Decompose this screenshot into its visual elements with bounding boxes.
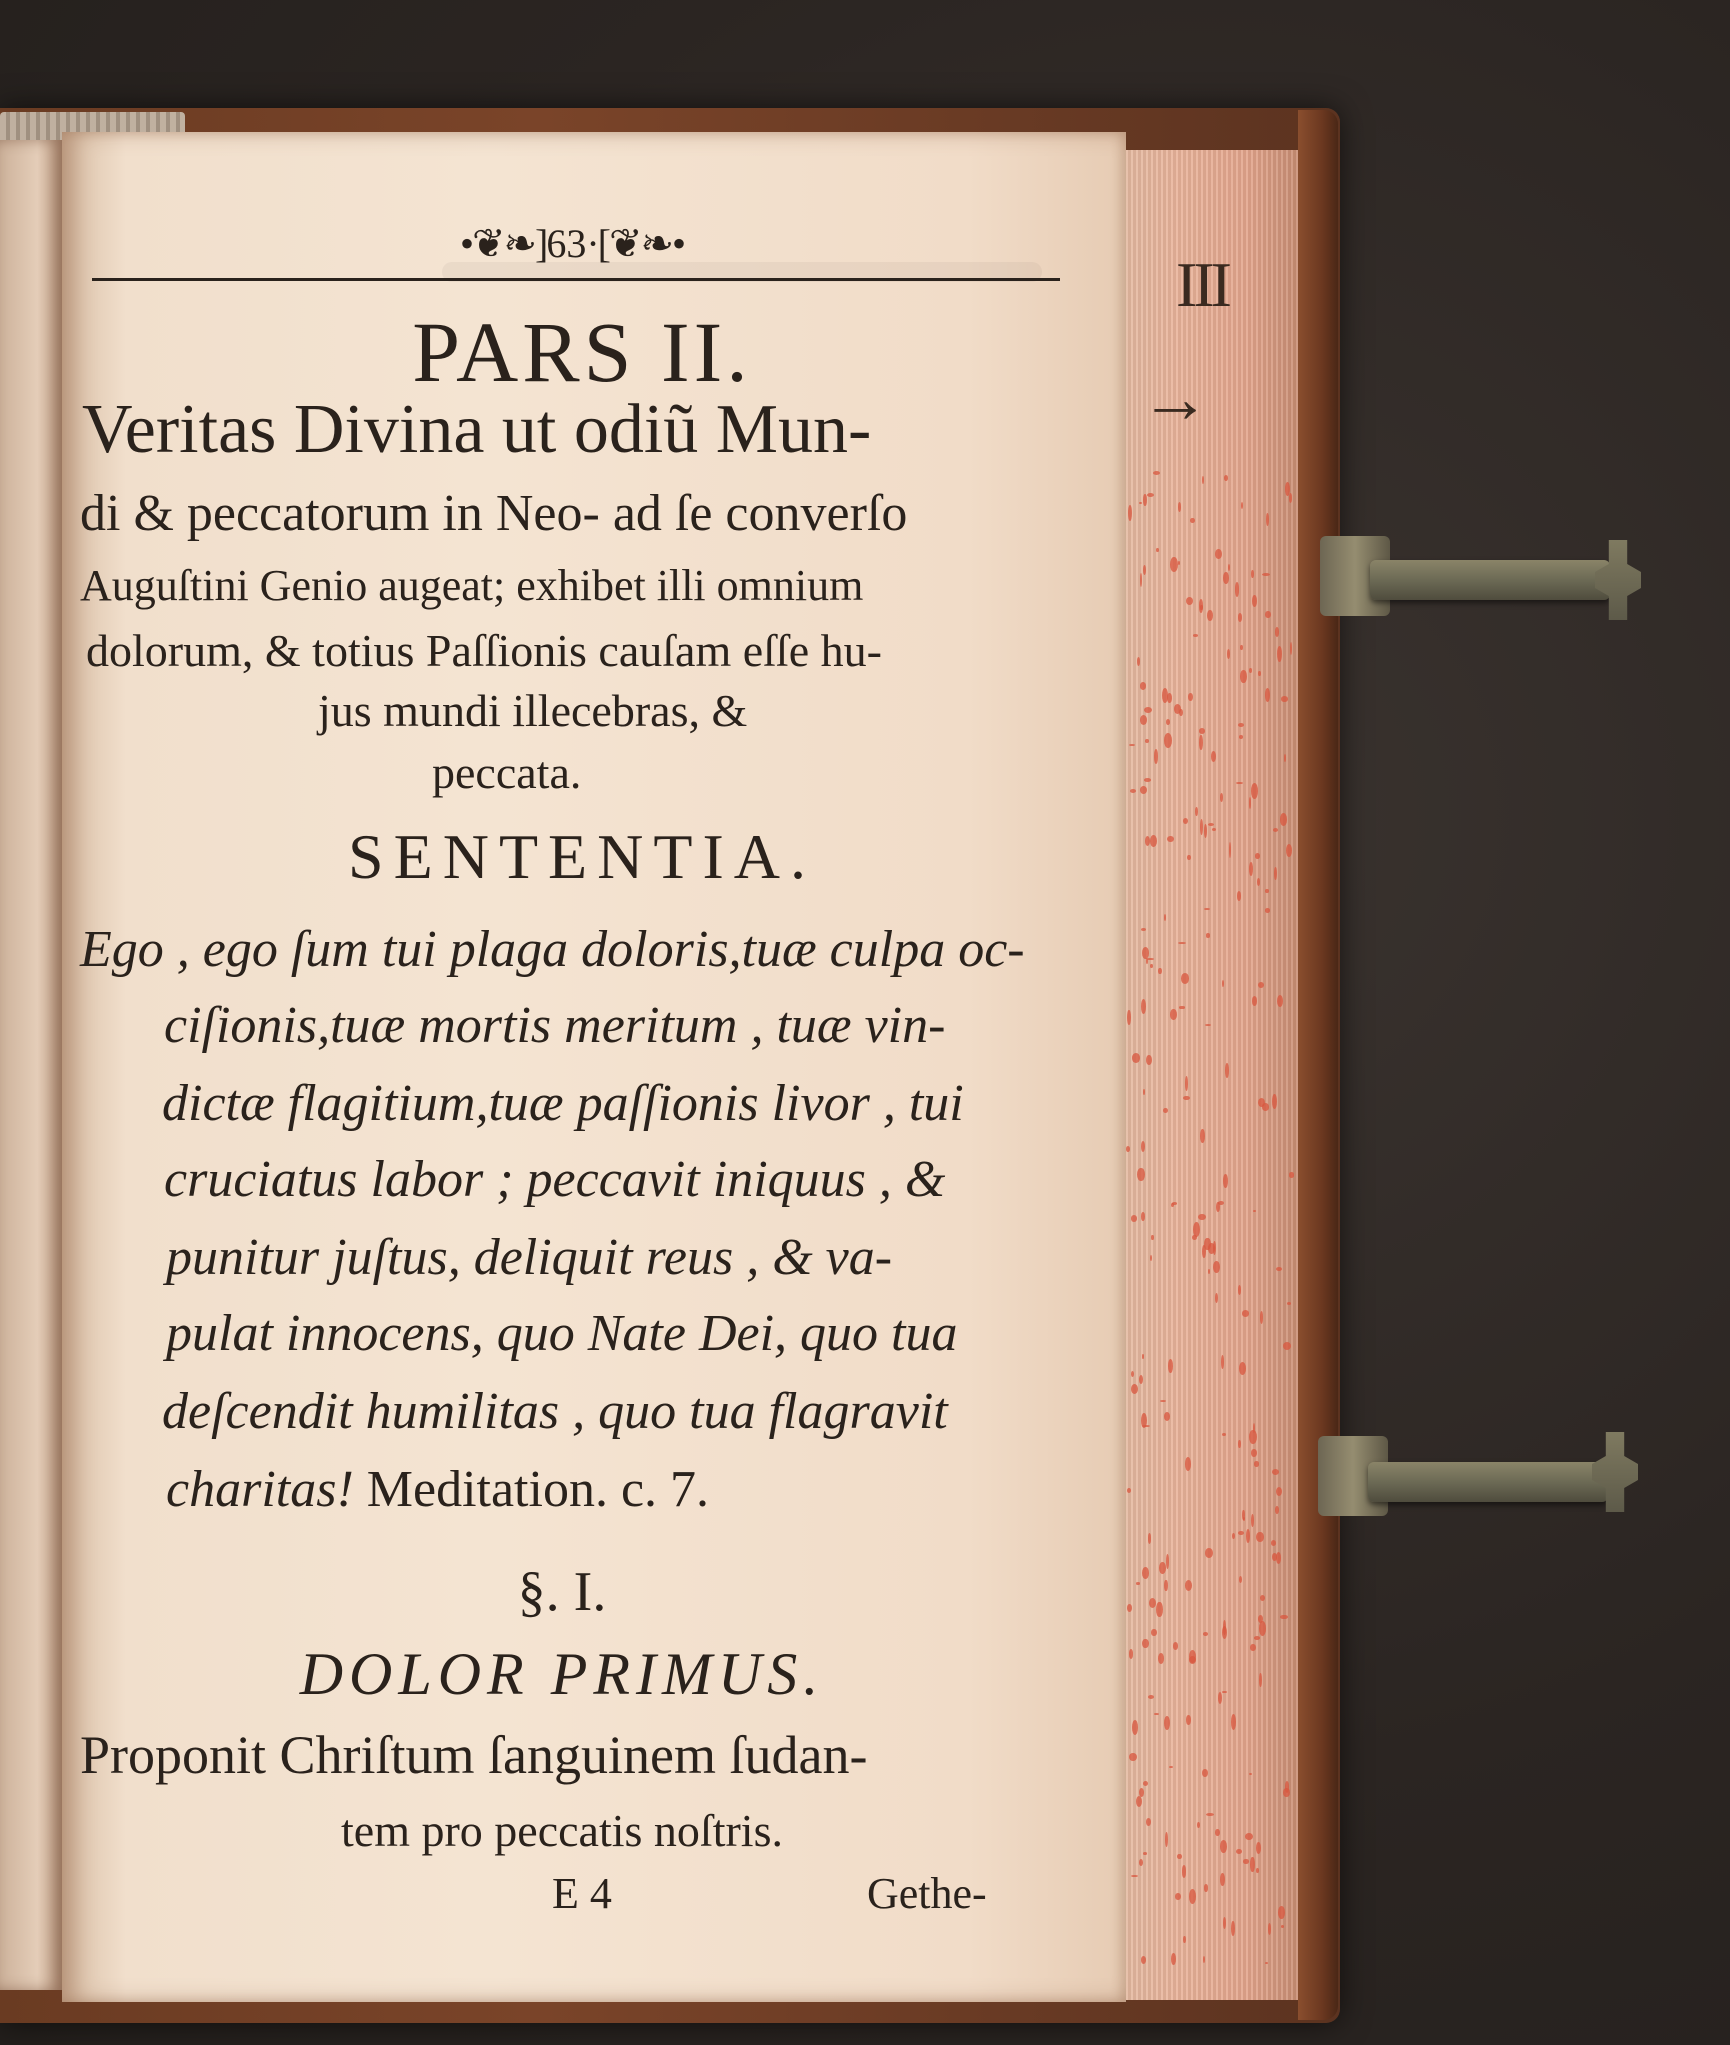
- fore-edge-speckle: [1206, 933, 1211, 937]
- fore-edge-speckle: [1224, 475, 1228, 481]
- fore-edge-speckle: [1167, 836, 1174, 843]
- sententia-line-8: [166, 1460, 709, 1519]
- fore-edge-speckle: [1186, 597, 1193, 606]
- fore-edge-speckle: [1193, 1222, 1200, 1237]
- fore-edge-speckle: [1249, 797, 1252, 809]
- fore-edge-speckle: [1251, 1449, 1257, 1457]
- head-rule: [92, 278, 1060, 281]
- fore-edge-speckle: [1220, 793, 1223, 802]
- fore-edge-speckle: [1142, 1639, 1148, 1649]
- fore-edge-speckle: [1141, 928, 1147, 931]
- heading-line-4: dolorum, & totius Paſſionis cauſam eſſe hu-: [86, 625, 882, 676]
- fore-edge-speckle: [1208, 1269, 1210, 1275]
- fore-edge-speckle: [1131, 1371, 1134, 1377]
- fore-edge-speckle: [1149, 1598, 1156, 1609]
- fore-edge-speckle: [1276, 1267, 1282, 1271]
- fore-edge-speckle: [1256, 1868, 1259, 1873]
- heading-line-1: Veritas Divina ut odiũ Mun-: [82, 391, 872, 468]
- margin-arrow-icon: →: [1140, 361, 1210, 438]
- fore-edge-speckle: [1265, 688, 1270, 702]
- fore-edge-speckle: [1207, 610, 1213, 621]
- fore-edge-speckle: [1253, 1210, 1257, 1213]
- fore-edge-speckle: [1141, 1141, 1145, 1152]
- fore-edge-speckle: [1238, 613, 1243, 622]
- fore-edge-speckle: [1208, 823, 1214, 826]
- fore-edge-speckle: [1142, 1567, 1149, 1579]
- fore-edge-speckle: [1243, 1859, 1248, 1864]
- fore-edge-speckle: [1141, 1956, 1147, 1964]
- fore-edge-speckle: [1181, 973, 1189, 984]
- sententia-line-2: ciſionis,tuæ mortis meritum , tuæ vin-: [164, 997, 946, 1054]
- fore-edge-speckle: [1168, 1359, 1173, 1373]
- fore-edge-speckle: [1140, 715, 1147, 725]
- fore-edge-speckle: [1204, 1884, 1209, 1892]
- fore-edge-speckle: [1212, 828, 1216, 831]
- book-page: [62, 132, 1126, 2002]
- fore-edge-speckle: [1143, 1852, 1148, 1855]
- fore-edge-speckle: [1147, 958, 1153, 960]
- fore-edge-speckle: [1183, 1096, 1190, 1100]
- fore-edge-speckle: [1228, 564, 1230, 570]
- fore-edge-speckle: [1265, 889, 1269, 894]
- fore-edge-speckle: [1179, 1006, 1184, 1008]
- fore-edge-speckle: [1258, 671, 1261, 676]
- clasp-bar-bottom: [1368, 1462, 1608, 1502]
- fore-edge-speckle: [1283, 1342, 1291, 1350]
- sententia-line-1: Ego , ego ſum tui plaga doloris,tuæ culpa oc-: [80, 921, 1025, 978]
- fore-edge-speckle: [1189, 1889, 1196, 1904]
- fore-edge-speckle: [1277, 646, 1282, 662]
- fore-edge-speckle: [1289, 1172, 1295, 1177]
- fore-edge-speckle: [1222, 1691, 1227, 1693]
- fore-edge-speckle: [1171, 1953, 1176, 1965]
- fore-edge-speckle: [1260, 1595, 1265, 1601]
- fore-edge-speckle: [1142, 1354, 1144, 1358]
- fore-edge-speckle: [1249, 862, 1253, 876]
- fore-edge-speckle: [1169, 1766, 1173, 1768]
- fore-edge-speckle: [1159, 1562, 1166, 1574]
- fore-edge-speckle: [1198, 1214, 1206, 1221]
- fore-edge-speckle: [1164, 1412, 1170, 1421]
- fore-edge-speckle: [1250, 1857, 1254, 1872]
- fore-edge-speckle: [1251, 1514, 1254, 1527]
- fore-edge-speckle: [1141, 999, 1146, 1014]
- fore-edge-speckle: [1272, 1094, 1277, 1110]
- fore-edge-speckle: [1265, 611, 1271, 619]
- fore-edge-speckle: [1154, 1713, 1159, 1715]
- fore-edge-speckle: [1205, 1548, 1213, 1559]
- sententia-title: SENTENTIA.: [348, 821, 816, 892]
- fore-edge-speckle: [1188, 693, 1193, 701]
- sententia-line-7: deſcendit humilitas , quo tua flagravit: [162, 1383, 948, 1440]
- fore-edge-speckle: [1276, 1552, 1281, 1565]
- page-number: 63: [546, 221, 587, 266]
- fore-edge-speckle: [1200, 819, 1203, 835]
- fore-edge-speckle: [1147, 493, 1155, 497]
- fore-edge-speckle: [1128, 505, 1132, 521]
- fore-edge-speckle: [1280, 813, 1288, 826]
- fore-edge-speckle: [1256, 1842, 1261, 1854]
- fore-edge-speckle: [1215, 549, 1222, 560]
- fore-edge-speckle: [1143, 494, 1146, 507]
- fore-edge-speckle: [1255, 853, 1260, 859]
- fore-edge-speckle: [1137, 657, 1140, 666]
- fore-edge-speckle: [1141, 1413, 1147, 1428]
- fore-edge-speckle: [1242, 1310, 1250, 1317]
- fore-edge-speckle: [1139, 1375, 1143, 1384]
- fore-edge-speckle: [1237, 891, 1242, 901]
- fore-edge-speckle: [1231, 1714, 1236, 1730]
- fore-edge-speckle: [1166, 719, 1170, 725]
- fore-edge-speckle: [1211, 751, 1216, 762]
- fore-edge-speckle: [1249, 1773, 1252, 1775]
- fore-edge-speckle: [1278, 1906, 1285, 1918]
- part-title: PARS II.: [412, 304, 752, 400]
- fore-edge-speckle: [1206, 1813, 1214, 1816]
- heading-line-2: di & peccatorum in Neo- ad ſe converſo: [80, 485, 908, 542]
- fore-edge-speckle: [1277, 995, 1283, 1007]
- fore-edge-speckle: [1203, 1956, 1205, 1963]
- fore-edge-speckle: [1242, 1510, 1244, 1520]
- fore-edge-speckle: [1200, 1129, 1205, 1143]
- fore-edge-speckle: [1262, 1103, 1270, 1111]
- fore-edge-speckle: [1127, 1604, 1132, 1612]
- fore-edge-speckle: [1258, 982, 1264, 988]
- clasp-tip-top: [1595, 540, 1641, 620]
- fore-edge-speckle: [1227, 649, 1230, 659]
- fore-edge-speckle: [1141, 1212, 1145, 1221]
- fore-edge-speckle: [1251, 570, 1254, 578]
- fore-edge-speckle: [1251, 783, 1258, 799]
- fore-edge-speckle: [1215, 1829, 1220, 1836]
- fore-edge-speckle: [1273, 828, 1278, 832]
- fore-edge-speckle: [1165, 1832, 1168, 1847]
- fore-edge-speckle: [1287, 1302, 1292, 1305]
- fore-edge-speckle: [1199, 599, 1204, 613]
- fore-edge-speckle: [1246, 1529, 1250, 1543]
- running-head: [362, 220, 782, 267]
- fore-edge-speckle: [1136, 1796, 1142, 1807]
- signature-mark: E 4: [552, 1869, 612, 1918]
- fore-edge-speckle: [1223, 1917, 1226, 1929]
- fore-edge-speckle: [1208, 1243, 1215, 1254]
- fore-edge-speckle: [1232, 1533, 1235, 1539]
- fore-edge-speckle: [1274, 867, 1277, 880]
- fore-edge-speckle: [1129, 1753, 1137, 1761]
- fore-edge-speckle: [1132, 1053, 1140, 1062]
- fore-edge-speckle: [1137, 1168, 1144, 1181]
- fore-edge-speckle: [1275, 627, 1280, 637]
- fore-edge-speckle: [1199, 735, 1203, 750]
- fore-edge-speckle: [1222, 1433, 1227, 1437]
- fore-edge-speckle: [1151, 1235, 1153, 1240]
- fore-edge-speckle: [1148, 1533, 1152, 1543]
- fore-edge-speckle: [1259, 1673, 1262, 1687]
- fore-edge-speckle: [1229, 842, 1231, 858]
- fore-edge-speckle: [1143, 1781, 1148, 1786]
- fore-edge-speckle: [1144, 707, 1152, 713]
- fore-edge-speckle: [1140, 682, 1146, 689]
- fore-edge-speckle: [1164, 914, 1166, 921]
- fore-edge-speckle: [1193, 634, 1199, 637]
- fore-edge-speckle: [1151, 1629, 1156, 1636]
- fore-edge-speckle: [1158, 968, 1161, 975]
- fore-edge-speckle: [1178, 942, 1186, 944]
- fore-edge-speckle: [1205, 1024, 1211, 1026]
- fore-edge-speckle: [1250, 1644, 1256, 1651]
- fore-edge-speckle: [1183, 818, 1188, 824]
- fore-edge-speckle: [1238, 1531, 1244, 1535]
- fore-edge-speckle: [1185, 1457, 1191, 1471]
- heading-line-6: peccata.: [432, 747, 582, 798]
- fore-edge-speckle: [1276, 1487, 1282, 1496]
- sententia-last-word: charitas!: [166, 1461, 354, 1518]
- fore-edge-speckle: [1170, 557, 1178, 573]
- fore-edge-speckle: [1259, 1621, 1266, 1635]
- fore-edge-speckle: [1254, 1461, 1260, 1466]
- fore-edge-speckle: [1126, 1146, 1130, 1152]
- fore-edge-speckle: [1260, 1311, 1264, 1324]
- fore-edge-speckle: [1241, 502, 1243, 509]
- fore-edge-speckle: [1290, 642, 1292, 655]
- fore-edge-speckle: [1268, 1923, 1272, 1936]
- heading-line-3: Auguſtini Genio augeat; exhibet illi omnium: [80, 561, 864, 610]
- fore-edge-speckle: [1245, 1833, 1253, 1840]
- fore-edge-speckle: [1240, 670, 1247, 682]
- facing-page-edge: [0, 140, 62, 1990]
- fore-edge-speckle: [1262, 573, 1270, 576]
- citation: Meditation. c. 7.: [366, 1461, 710, 1518]
- fore-edge-speckle: [1131, 1384, 1138, 1394]
- fore-edge-speckle: [1131, 1875, 1138, 1877]
- fore-edge-speckle: [1252, 595, 1257, 607]
- heading-line-5: jus mundi illecebras, &: [318, 685, 748, 736]
- fore-edge-speckle: [1163, 1108, 1168, 1113]
- fore-edge-speckle: [1249, 668, 1253, 673]
- clasp-bar-top: [1370, 560, 1610, 600]
- fore-edge-speckle: [1170, 1009, 1176, 1020]
- fore-edge-speckle: [1225, 1063, 1229, 1078]
- fore-edge-speckle: [1254, 1636, 1260, 1640]
- fore-edge-speckle: [1150, 835, 1157, 848]
- fleuron-left: •❦❧]: [459, 221, 547, 266]
- fore-edge-speckle: [1166, 1554, 1169, 1569]
- fore-edge-speckle: [1221, 1355, 1224, 1368]
- fore-edge-speckle: [1239, 1576, 1242, 1584]
- section-mark: §. I.: [517, 1561, 607, 1623]
- fore-edge-speckle: [1186, 1715, 1190, 1725]
- fore-edge-speckle: [1202, 476, 1204, 485]
- fore-edge-speckle: [1265, 1962, 1268, 1964]
- sententia-line-4: cruciatus labor ; peccavit iniquus , &: [164, 1151, 946, 1208]
- fore-edge-speckle: [1252, 996, 1257, 1005]
- fore-edge-speckle: [1213, 1261, 1220, 1273]
- fore-edge-speckle: [1148, 1695, 1154, 1699]
- sententia-line-5: punitur juſtus, deliquit reus , & va-: [166, 1229, 893, 1286]
- fore-edge-speckle: [1265, 908, 1270, 913]
- fore-edge-speckle: [1150, 964, 1152, 968]
- fore-edge-speckle: [1167, 693, 1172, 703]
- fore-edge-speckle: [1183, 1936, 1185, 1943]
- fore-edge-speckle: [1130, 789, 1136, 793]
- fore-edge-speckle: [1275, 1506, 1279, 1513]
- fore-edge-speckle: [1240, 645, 1243, 651]
- fore-edge-speckle: [1178, 561, 1181, 566]
- fore-edge-speckle: [1175, 1893, 1181, 1900]
- fore-edge-speckle: [1218, 1692, 1222, 1704]
- fore-edge-speckle: [1223, 1174, 1228, 1188]
- dolor-line-2: tem pro peccatis noſtris.: [341, 1805, 783, 1856]
- fore-edge-speckle: [1154, 749, 1159, 764]
- fore-edge-speckle: [1140, 573, 1142, 587]
- fore-edge-speckle: [1235, 582, 1240, 597]
- fore-edge-speckle: [1220, 1840, 1227, 1853]
- fore-edge-speckle: [1203, 1632, 1208, 1635]
- fore-edge-speckle: [1185, 1076, 1188, 1091]
- fore-edge-speckle: [1239, 1362, 1246, 1374]
- fore-edge-speckle: [1281, 696, 1288, 701]
- fore-edge-speckle: [1164, 1716, 1170, 1730]
- fore-edge-speckle: [1204, 824, 1207, 838]
- sententia-line-3: dictæ flagitium,tuæ paſſionis livor , tui: [162, 1075, 964, 1132]
- fore-edge-speckle: [1156, 548, 1158, 552]
- fore-edge-speckle: [1145, 739, 1149, 743]
- fore-edge-speckle: [1272, 1469, 1280, 1475]
- fore-edge-speckle: [1238, 1285, 1241, 1295]
- fore-edge-speckle: [1156, 1602, 1162, 1617]
- fore-edge-speckle: [1150, 1255, 1152, 1262]
- fore-edge-speckle: [1185, 1580, 1192, 1591]
- fore-edge-speckle: [1283, 1788, 1289, 1797]
- dolor-title: DOLOR PRIMUS.: [299, 1641, 825, 1707]
- fore-edge-speckle: [1256, 1532, 1264, 1543]
- fore-edge-speckle: [1222, 980, 1224, 987]
- fore-edge-speckle: [1173, 1642, 1179, 1650]
- fore-edge-speckle: [1195, 807, 1198, 816]
- fore-edge-speckle: [1236, 782, 1243, 785]
- fore-edge-speckle: [1158, 1653, 1164, 1664]
- fore-edge-speckle: [1223, 572, 1229, 584]
- fore-edge-speckle: [1187, 855, 1190, 860]
- fore-edge-speckle: [1231, 1921, 1235, 1936]
- fore-edge-speckle: [1143, 1089, 1146, 1096]
- fore-edge-speckle: [1132, 1720, 1138, 1735]
- fore-edge-speckle: [1144, 778, 1151, 782]
- fore-edge-speckle: [1239, 735, 1243, 738]
- fore-edge-speckle: [1271, 1540, 1276, 1546]
- margin-mark-top: III: [1176, 249, 1228, 320]
- fore-edge-speckle: [1146, 1055, 1151, 1065]
- fore-edge-speckle: [1164, 1580, 1167, 1591]
- fore-edge-speckle: [1177, 1854, 1181, 1859]
- fore-edge-speckle: [1127, 1488, 1131, 1493]
- fore-edge-speckle: [1127, 1010, 1131, 1025]
- fore-edge-speckle: [1143, 565, 1146, 575]
- fore-edge-speckle: [1136, 1582, 1140, 1584]
- fore-edge-speckle: [1139, 502, 1142, 505]
- fore-edge-speckle: [1182, 1865, 1187, 1877]
- fore-edge-speckle: [1153, 471, 1160, 475]
- sententia-line-6: pulat innocens, quo Nate Dei, quo tua: [166, 1305, 958, 1362]
- fore-edge-speckle: [1140, 786, 1147, 794]
- fore-edge-speckle: [1160, 1400, 1166, 1402]
- fore-edge-speckle: [1236, 1849, 1243, 1855]
- fore-edge-speckle: [1197, 1822, 1200, 1828]
- fore-edge-speckle: [1164, 733, 1172, 748]
- fore-edge-speckle: [1286, 844, 1292, 858]
- fore-edge-speckle: [1220, 1873, 1225, 1886]
- fore-edge-speckle: [1139, 1859, 1143, 1866]
- fore-edge-speckle: [1238, 723, 1244, 727]
- fleuron-right: ·[❦❧•: [586, 221, 685, 266]
- fore-edge-speckle: [1215, 1293, 1218, 1303]
- fore-edge-speckle: [1238, 1440, 1240, 1448]
- fore-edge-speckle: [1257, 878, 1260, 885]
- fore-edge-speckle: [1146, 1818, 1151, 1826]
- catchword: Gethe-: [867, 1869, 987, 1918]
- page-block-fore-edge: [1126, 150, 1298, 2000]
- fore-edge-speckle: [1129, 1649, 1134, 1659]
- dolor-line-1: Proponit Chriſtum ſanguinem ſudan-: [80, 1725, 868, 1785]
- fore-edge-speckle: [1284, 754, 1287, 762]
- fore-edge-speckle: [1131, 1215, 1137, 1221]
- fore-edge-speckle: [1216, 1202, 1220, 1213]
- fore-edge-speckle: [1266, 513, 1269, 525]
- fore-edge-speckle: [1289, 493, 1292, 502]
- fore-edge-speckle: [1280, 1615, 1287, 1620]
- fore-edge-speckle: [1178, 502, 1181, 511]
- fore-edge-speckle: [1190, 518, 1194, 523]
- fore-edge-speckle: [1199, 728, 1205, 734]
- fore-edge-speckle: [1202, 1769, 1208, 1777]
- fore-edge-speckle: [1204, 908, 1211, 910]
- fore-edge-speckle: [1129, 744, 1135, 746]
- fore-edge-speckle: [1281, 1925, 1284, 1928]
- cover-edge: [1298, 110, 1338, 2020]
